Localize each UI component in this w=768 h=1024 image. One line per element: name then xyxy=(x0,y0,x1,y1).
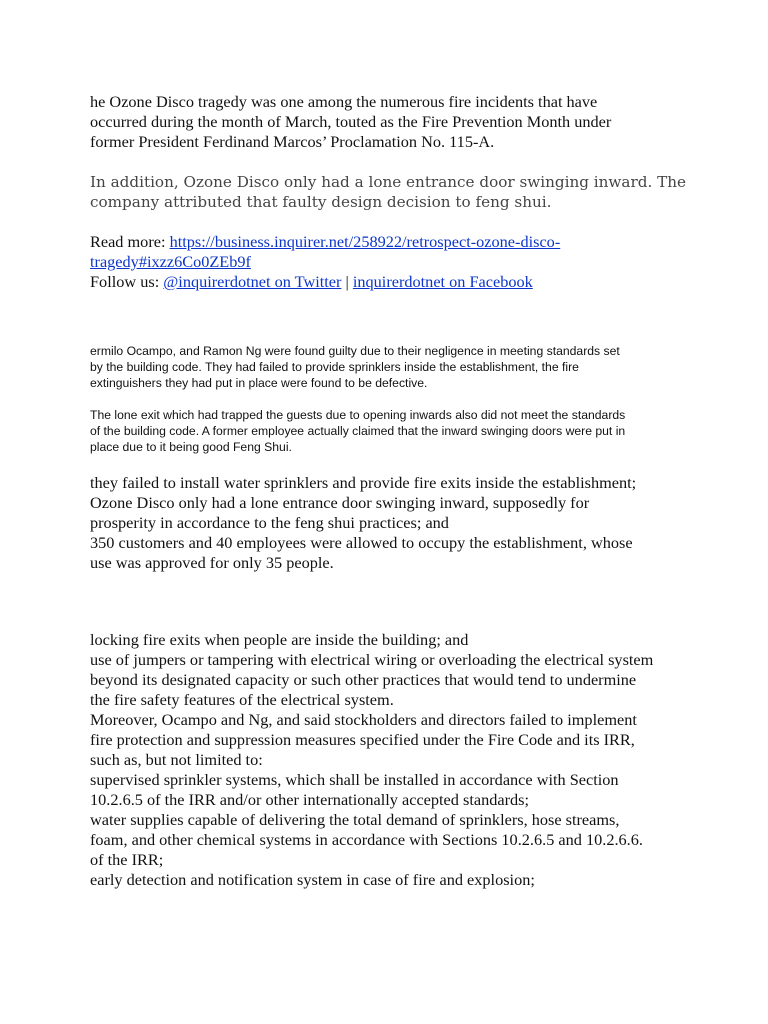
text-line: they failed to install water sprinklers and provide fire exits inside the establishment; xyxy=(90,473,637,492)
text-line: use was approved for only 35 people. xyxy=(90,553,334,572)
intro-paragraph xyxy=(90,92,690,152)
quote-paragraph xyxy=(90,172,690,212)
text-line: former President Ferdinand Marcos’ Proclamation No. 115-A. xyxy=(90,132,495,151)
text-line: of the IRR; xyxy=(90,850,164,869)
read-more-block xyxy=(90,232,690,292)
text-line: company attributed that faulty design decision to feng shui. xyxy=(90,193,552,211)
failures-paragraph xyxy=(90,473,690,573)
read-more-line xyxy=(90,232,690,252)
text-line: such as, but not limited to: xyxy=(90,750,263,769)
text-line: The lone exit which had trapped the guests due to opening inwards also did not meet the standards xyxy=(90,408,626,422)
text-line: occurred during the month of March, touted as the Fire Prevention Month under xyxy=(90,112,612,131)
text-line: prosperity in accordance to the feng shui practices; and xyxy=(90,513,449,532)
twitter-link[interactable]: @inquirerdotnet on Twitter xyxy=(163,272,342,291)
article-link-continued[interactable]: tragedy#ixzz6Co0ZEb9f xyxy=(90,252,251,271)
text-line: supervised sprinkler systems, which shall be installed in accordance with Section xyxy=(90,770,619,789)
text-line: Moreover, Ocampo and Ng, and said stockholders and directors failed to implement xyxy=(90,710,637,729)
text-line: beyond its designated capacity or such other practices that would tend to undermine xyxy=(90,670,637,689)
text-line: fire protection and suppression measures specified under the Fire Code and its IRR, xyxy=(90,730,635,749)
text-line: use of jumpers or tampering with electrical wiring or overloading the electrical system xyxy=(90,650,654,669)
text-line: foam, and other chemical systems in accordance with Sections 10.2.6.5 and 10.2.6.6. xyxy=(90,830,643,849)
sans-paragraph-1 xyxy=(90,343,690,391)
sans-paragraph-2 xyxy=(90,407,690,455)
text-line: early detection and notification system in case of fire and explosion; xyxy=(90,870,535,889)
article-link[interactable]: https://business.inquirer.net/258922/retrospect-ozone-disco- xyxy=(169,232,561,251)
text-line: Ozone Disco only had a lone entrance door swinging inward, supposedly for xyxy=(90,493,590,512)
text-line: of the building code. A former employee actually claimed that the inward swinging doors were put in xyxy=(90,424,626,438)
text-line: ermilo Ocampo, and Ramon Ng were found guilty due to their negligence in meeting standards set xyxy=(90,344,620,358)
text-line: the fire safety features of the electrical system. xyxy=(90,690,394,709)
facebook-link[interactable]: inquirerdotnet on Facebook xyxy=(352,272,533,291)
follow-line xyxy=(90,272,690,292)
text-line: 350 customers and 40 employees were allowed to occupy the establishment, whose xyxy=(90,533,633,552)
text-line: extinguishers they had put in place were found to be defective. xyxy=(90,376,428,390)
text-line: locking fire exits when people are inside the building; and xyxy=(90,630,469,649)
read-more-label: Read more: xyxy=(90,232,170,251)
text-line: 10.2.6.5 of the IRR and/or other internationally accepted standards; xyxy=(90,790,530,809)
text-line: water supplies capable of delivering the total demand of sprinklers, hose streams, xyxy=(90,810,620,829)
text-line: In addition, Ozone Disco only had a lone entrance door swinging inward. The xyxy=(90,173,687,191)
text-line: he Ozone Disco tragedy was one among the numerous fire incidents that have xyxy=(90,92,598,111)
text-line: by the building code. They had failed to provide sprinklers inside the establishment, the fire xyxy=(90,360,579,374)
read-more-line-2 xyxy=(90,252,690,272)
text-line: place due to it being good Feng Shui. xyxy=(90,440,292,454)
violations-paragraph xyxy=(90,630,690,890)
follow-label: Follow us: xyxy=(90,272,164,291)
separator: | xyxy=(341,272,353,291)
